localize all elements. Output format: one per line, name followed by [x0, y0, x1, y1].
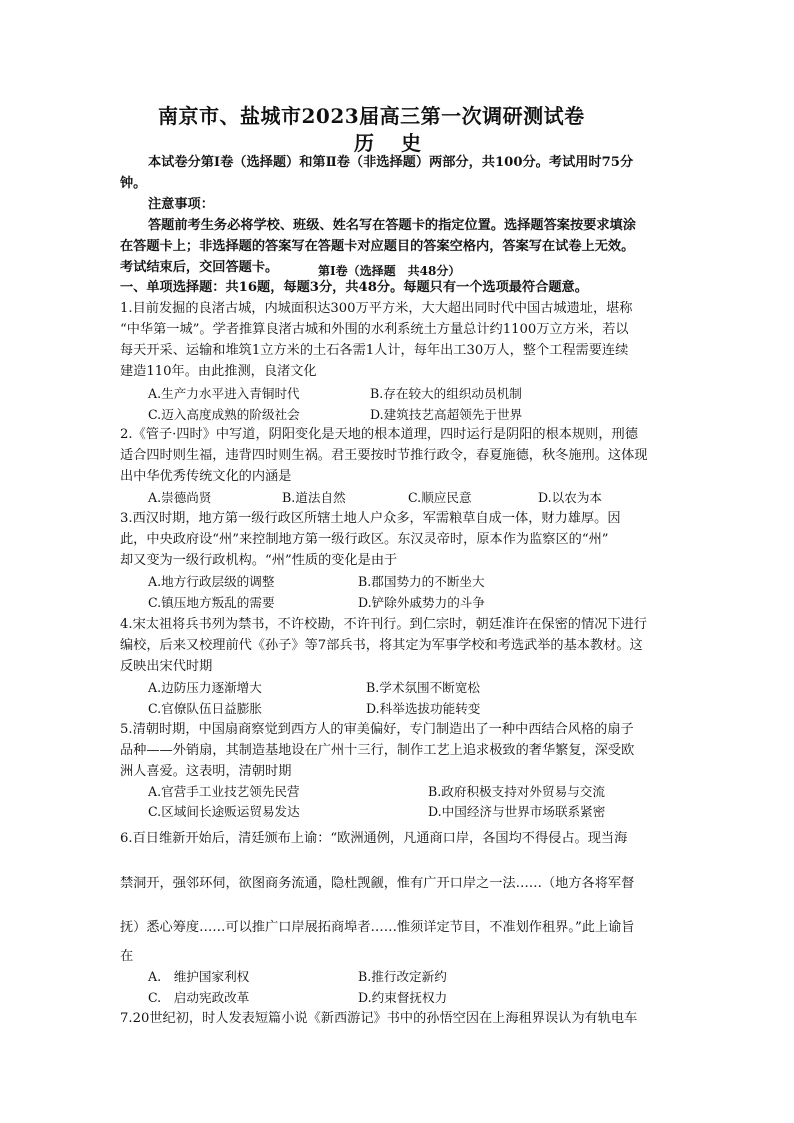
option-c: C.迈入高度成熟的阶级社会 [148, 407, 300, 422]
question-line: 品种——外销扇，其制造基地设在广州十三行，制作工艺上追求极致的奢华繁复，深受欧 [120, 743, 635, 758]
question-line: 建造110年。由此推测，良渚文化 [120, 364, 317, 379]
option-a: A.边防压力逐渐增大 [148, 680, 262, 695]
question-line: 4.宋太祖将兵书列为禁书，不许校勘，不许刊行。到仁宗时，朝廷准许在保密的情况下进行 [120, 617, 647, 632]
question-line: 每天开采、运输和堆筑1立方米的土石各需1人计，每年出工30万人，整个工程需要连续 [120, 343, 629, 358]
section-instruction: 一、单项选择题：共16题，每题3分，共48分。每题只有一个选项最符合题意。 [120, 280, 588, 295]
option-d: D.约束督抚权力 [358, 990, 448, 1005]
option-c: C.镇压地方叛乱的需要 [148, 595, 275, 610]
option-d: D.以农为本 [538, 490, 603, 505]
question-line: 反映出宋代时期 [120, 659, 213, 674]
intro-line-1: 本试卷分第Ⅰ卷（选择题）和第Ⅱ卷（非选择题）两部分，共100分。考试用时75分 [148, 155, 634, 170]
option-a: A.地方行政层级的调整 [148, 574, 275, 589]
notice-line-2: 在答题卡上；非选择题的答案写在答题卡对应题目的答案空格内，答案写在试卷上无效。 [120, 239, 635, 254]
section-title: 第Ⅰ卷（选择题 共48分） [318, 264, 461, 278]
option-b: B.政府积极支持对外贸易与交流 [428, 784, 605, 799]
subject-title: 历 史 [354, 131, 431, 155]
question-line: 出中华优秀传统文化的内涵是 [120, 469, 292, 484]
option-b: B.郡国势力的不断坐大 [358, 574, 485, 589]
option-b: B.道法自然 [282, 490, 346, 505]
question-line: “中华第一城”。学者推算良渚古城和外围的水利系统土方量总计约1100万立方米，若以 [120, 322, 629, 337]
question-line: 7.20世纪初，时人发表短篇小说《新西游记》书中的孙悟空因在上海租界误认为有轨电车 [120, 1011, 638, 1026]
exam-title: 南京市、盐城市2023届高三第一次调研测试卷 [158, 104, 585, 128]
option-a: A.生产力水平进入青铜时代 [148, 386, 300, 401]
question-line: 3.西汉时期，地方第一级行政区所辖土地人户众多，军需粮草自成一体，财力雄厚。因 [120, 511, 621, 526]
option-b: B.存在较大的组织动员机制 [370, 386, 522, 401]
option-d: D.中国经济与世界市场联系紧密 [428, 804, 606, 819]
question-line: 6.百日维新开始后，清廷颁布上谕：“欧洲通例，凡通商口岸，各国均不得侵占。现当海 [120, 831, 628, 846]
option-b: B.推行改定新约 [358, 969, 447, 984]
intro-line-2: 钟。 [120, 176, 147, 191]
option-a: A.崇德尚贤 [148, 490, 212, 505]
option-c: C. 启动宪政改革 [148, 990, 250, 1005]
question-line: 洲人喜爱。这表明，清朝时期 [120, 764, 292, 779]
option-d: D.科举选拔功能转变 [366, 701, 481, 716]
question-line: 1.目前发掘的良渚古城，内城面积达300万平方米，大大超出同时代中国古城遗址，堪称 [120, 301, 633, 316]
question-line: 在 [120, 949, 134, 964]
question-line: 适合四时则生福，违背四时则生祸。君王要按时节推行政令，春夏施德，秋冬施刑。这体现 [120, 448, 648, 463]
question-line: 2.《管子·四时》中写道，阴阳变化是天地的根本道理，四时运行是阴阳的根本规则，刑德 [120, 427, 638, 442]
notice-line-1: 答题前考生务必将学校、班级、姓名写在答题卡的指定位置。选择题答案按要求填涂 [148, 218, 636, 233]
option-a: A. 维护国家利权 [148, 969, 250, 984]
question-line: 5.清朝时期，中国扇商察觉到西方人的审美偏好，专门制造出了一种中西结合风格的扇子 [120, 722, 634, 737]
question-line: 却又变为一级行政机构。“州”性质的变化是由于 [120, 553, 398, 568]
option-c: C.官僚队伍日益膨胀 [148, 701, 262, 716]
notice-title: 注意事项： [148, 197, 214, 212]
option-d: D.建筑技艺高超领先于世界 [370, 407, 523, 422]
question-line: 此，中央政府设“州”来控制地方第一级行政区。东汉灵帝时，原本作为监察区的“州” [120, 532, 609, 547]
notice-line-3: 考试结束后，交回答题卡。 [120, 260, 279, 275]
question-line: 抚）悉心筹度……可以推广口岸展拓商埠者……惟须详定节目，不准划作租界。”此上谕旨 [120, 920, 635, 935]
option-a: A.官营手工业技艺领先民营 [148, 784, 300, 799]
question-line: 禁洞开，强邻环伺，欲图商务流通，隐杜觊觎，惟有广开口岸之一法……（地方各将军督 [120, 876, 635, 891]
question-line: 编校，后来又校理前代《孙子》等7部兵书，将其定为军事学校和考选武举的基本教材。这 [120, 638, 643, 653]
option-b: B.学术氛围不断宽松 [366, 680, 481, 695]
option-c: C.顺应民意 [408, 490, 472, 505]
option-d: D.铲除外戚势力的斗争 [358, 595, 485, 610]
option-c: C.区域间长途贩运贸易发达 [148, 804, 300, 819]
